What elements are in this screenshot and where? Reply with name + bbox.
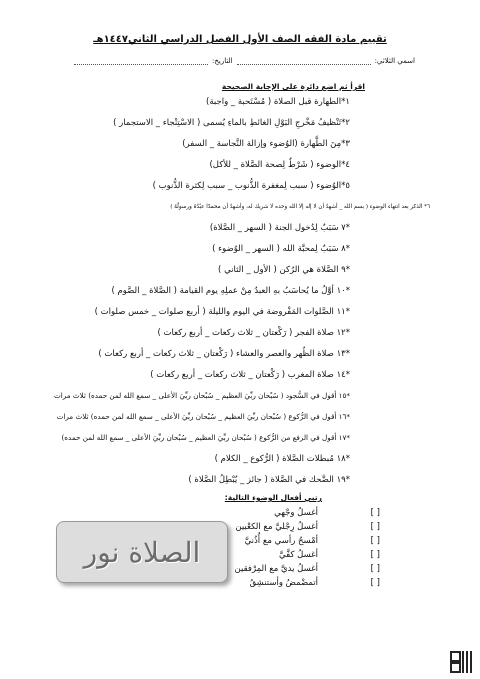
- order-bracket[interactable]: [ ]: [370, 536, 380, 546]
- question-item: *١٨ مُبطلات الصَّلاة ( الرُّكوع _ الكلام ): [214, 454, 350, 464]
- step-text: أتمضْمضُ وأستنشِقُ: [249, 578, 318, 588]
- list-item: [250, 578, 380, 588]
- list-item: [235, 564, 380, 574]
- qr-code-icon: [450, 651, 472, 673]
- question-item: *١٤ صلاة المغرب ( رَكْعتان _ ثلاث ركعات _ أربع ركعات ): [150, 370, 350, 380]
- section-title: رتبي أفعال الوضوء التالية:: [224, 493, 322, 502]
- date-field[interactable]: [74, 57, 208, 65]
- step-text: أغسلُ كفَّيَّ: [279, 550, 318, 560]
- question-item: ١*الطهارة قبل الصلاة ( مُسْتَحبة _ واجبة): [206, 97, 350, 107]
- name-label: اسمي الثلاثي:: [374, 57, 415, 65]
- badge-text: الصلاة نور: [83, 535, 201, 569]
- student-info-row: [70, 57, 415, 65]
- prayer-badge: [56, 521, 228, 583]
- list-item: [245, 536, 380, 546]
- step-text: أمْسحُ رأسي مع أُذُنيَّ: [244, 536, 318, 546]
- question-item: *١٧ أقول في الرفع من الرُّكوع ( سُبْحان ربِّيَ العظيم _ سُبْحان ربِّيَ الأعلى _ سمع الله لمن حمده): [61, 433, 350, 442]
- list-item: [274, 508, 380, 518]
- order-bracket[interactable]: [ ]: [370, 564, 380, 574]
- step-text: أغسلُ يديَّ مع المِرْفقين: [234, 564, 318, 574]
- question-item: ٤*الوضوء ( شَرْطٌ لِصحة الصَّلاة _ للأكل): [209, 160, 350, 170]
- question-item: ٦* الذكر بعد انتهاء الوضوء ( بسم الله _ أشهدُ أن لا إله إلا الله وحده لا شريك له، وأشهدُ أن محمدًا عبْدُهُ ورسولُهُ ): [170, 204, 430, 210]
- step-text: أغسلُ رِجْليَّ مع الكعْبين: [235, 522, 318, 532]
- order-bracket[interactable]: [ ]: [370, 508, 380, 518]
- question-item: *١٦ أقول في الرُّكوع ( سُبْحان ربِّيَ العظيم _ سُبْحان ربِّيَ الأعلى _ سمع الله لمن حمده) ثلاث مرات: [56, 412, 350, 421]
- question-item: ٥*الوُضوء ( سبب لِمغفرة الذُّنوب _ سبب لِكثرة الذُّنوب ): [152, 181, 350, 191]
- question-item: *١٥ أقول في السُّجود ( سُبْحان ربِّيَ العظيم _ سُبْحان ربِّيَ الأعلى _ سمع الله لمن حمده) ثلاث مرات: [54, 391, 350, 400]
- instructions: اقرأ ثم اضع دائرة على الإجابة الصحيحة: [221, 82, 365, 91]
- question-item: ٣*مِنَ الطَّهارة (الوُضوء وإزالة النَّجاسة _ السفر): [182, 139, 350, 149]
- question-item: *١٩ الضَّحك في الصَّلاة ( جائز _ يُبْطِلُ الصَّلاة ): [188, 475, 350, 485]
- list-item: [279, 550, 380, 560]
- order-bracket[interactable]: [ ]: [370, 522, 380, 532]
- question-item: *٧ سَبَبٌ لِدُخول الجنة ( السهر _ الصَّلاة): [209, 223, 350, 233]
- question-item: ٢*تَنْظيفُ مَخْرجِ البَوْلِ الغائطِ بالماءِ يُسمى ( الاسْتِنْجاء _ الاستجمار ): [113, 118, 350, 128]
- question-item: *٨ سَبَبٌ لِمحبَّة الله ( السهر _ الوُضوء ): [212, 244, 350, 254]
- step-text: أغسلُ وجْهي: [274, 508, 318, 518]
- name-field[interactable]: [237, 57, 371, 65]
- question-item: *١٣ صلاة الظُهر والعصر والعشاء ( رَكْعتان _ ثلاث ركعات _ أربع ركعات ): [98, 349, 350, 359]
- question-item: *١٠ أوَّلُ ما يُحاسَبُ بهِ العبدُ مِنْ عملِهِ يوم القيامة ( الصَّلاة _ الصَّوم ): [111, 286, 350, 296]
- page-title: تقييم مادة الفقه الصف الأول الفصل الدراسي الثاني١٤٤٧هـ: [93, 34, 387, 45]
- question-item: *١١ الصَّلوات المَفْروضة في اليوم والليلة ( أربع صلوات _ خمس صلوات ): [94, 307, 350, 317]
- order-bracket[interactable]: [ ]: [370, 550, 380, 560]
- question-item: *١٢ صلاة الفجر ( رَكْعتان _ ثلاث ركعات _ أربع ركعات ): [157, 328, 350, 338]
- list-item: [235, 522, 380, 532]
- order-bracket[interactable]: [ ]: [370, 578, 380, 588]
- question-item: *٩ الصَّلاة هي الرُكن ( الأول _ الثاني ): [218, 265, 350, 275]
- date-label: التاريخ:: [212, 57, 233, 65]
